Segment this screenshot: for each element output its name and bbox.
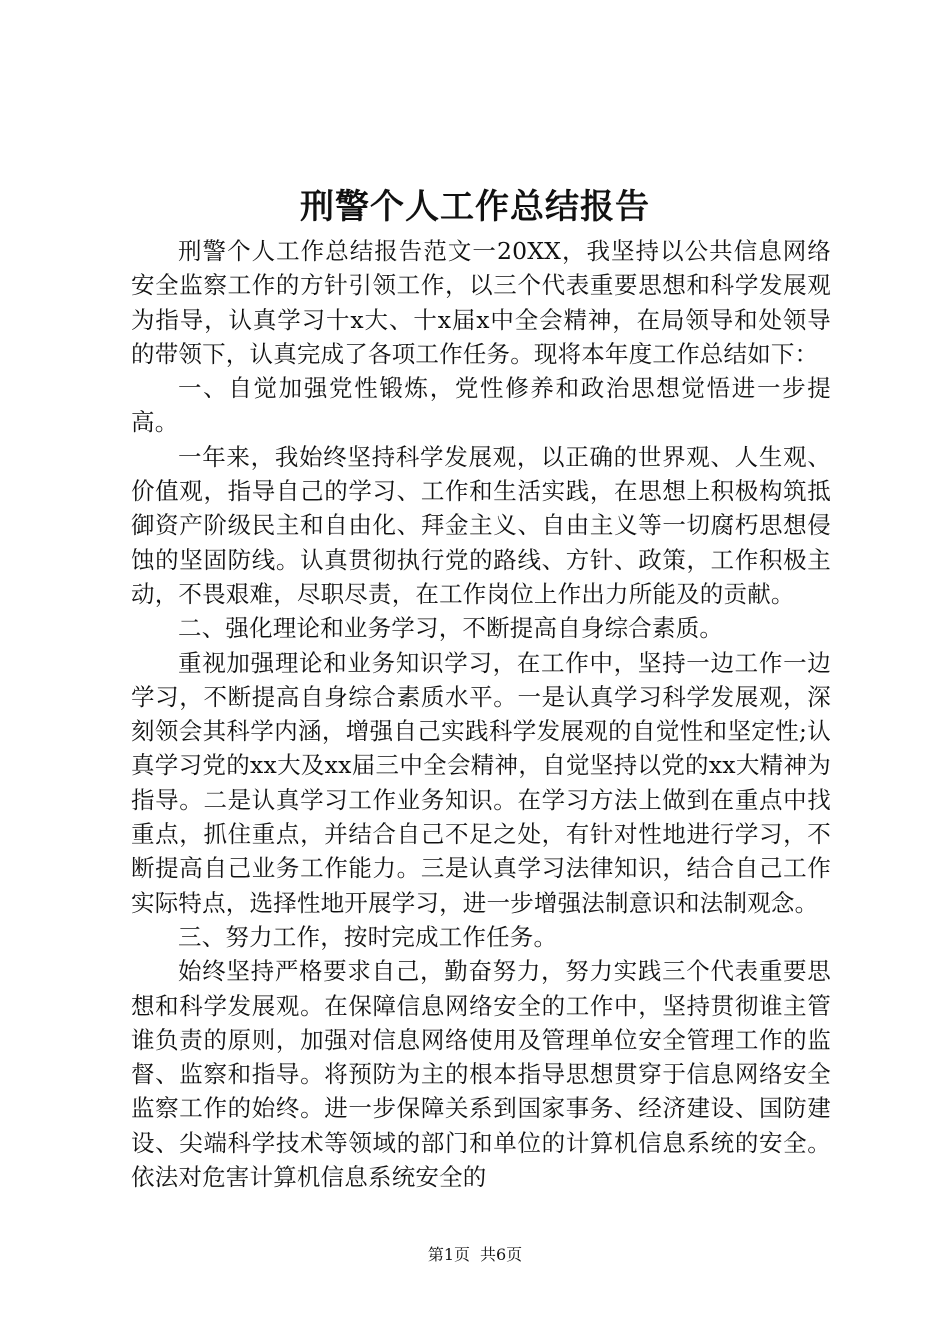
paragraph: 刑警个人工作总结报告范文一20XX，我坚持以公共信息网络安全监察工作的方针引领工作，以三个代表重要思想和科学发展观为指导，认真学习十x大、十x届x中全会精神，在局领导和处领导的带领下，认真完成了各项工作任务。现将本年度工作总结如下： [131,237,831,368]
page-total: 共6页 [480,1245,523,1264]
paragraph: 始终坚持严格要求自己，勤奋努力，努力实践三个代表重要思想和科学发展观。在保障信息网络安全的工作中，坚持贯彻谁主管谁负责的原则，加强对信息网络使用及管理单位安全管理工作的监督、监察和指导。将预防为主的根本指导思想贯穿于信息网络安全监察工作的始终。进一步保障关系到国家事务、经济建设、国防建设、尖端科学技术等领域的部门和单位的计算机信息系统的安全。依法对危害计算机信息系统安全的 [131,957,831,1192]
page-footer [0,1244,950,1266]
paragraph: 一年来，我始终坚持科学发展观，以正确的世界观、人生观、价值观，指导自己的学习、工作和生活实践，在思想上积极构筑抵御资产阶级民主和自由化、拜金主义、自由主义等一切腐朽思想侵蚀的坚固防线。认真贯彻执行党的路线、方针、政策，工作积极主动，不畏艰难，尽职尽责，在工作岗位上作出力所能及的贡献。 [131,442,831,608]
section-heading: 二、强化理论和业务学习，不断提高自身综合素质。 [178,614,724,643]
section-heading: 一、自觉加强党性锻炼，党性修养和政治思想觉悟进一步提高。 [131,374,831,437]
paragraph: 重视加强理论和业务知识学习，在工作中，坚持一边工作一边学习，不断提高自身综合素质水平。一是认真学习科学发展观，深刻领会其科学内涵，增强自己实践科学发展观的自觉性和坚定性;认真学习党的xx大及xx届三中全会精神，自觉坚持以党的xx大精神为指导。二是认真学习工作业务知识。在学习方法上做到在重点中找重点，抓住重点，并结合自己不足之处，有针对性地进行学习，不断提高自己业务工作能力。三是认真学习法律知识，结合自己工作实际特点，选择性地开展学习，进一步增强法制意识和法制观念。 [131,648,831,917]
document-title: 刑警个人工作总结报告 [300,187,650,227]
page-number: 第1页 [427,1245,470,1264]
section-heading: 三、努力工作，按时完成工作任务。 [178,922,558,951]
document-body [131,234,831,1194]
